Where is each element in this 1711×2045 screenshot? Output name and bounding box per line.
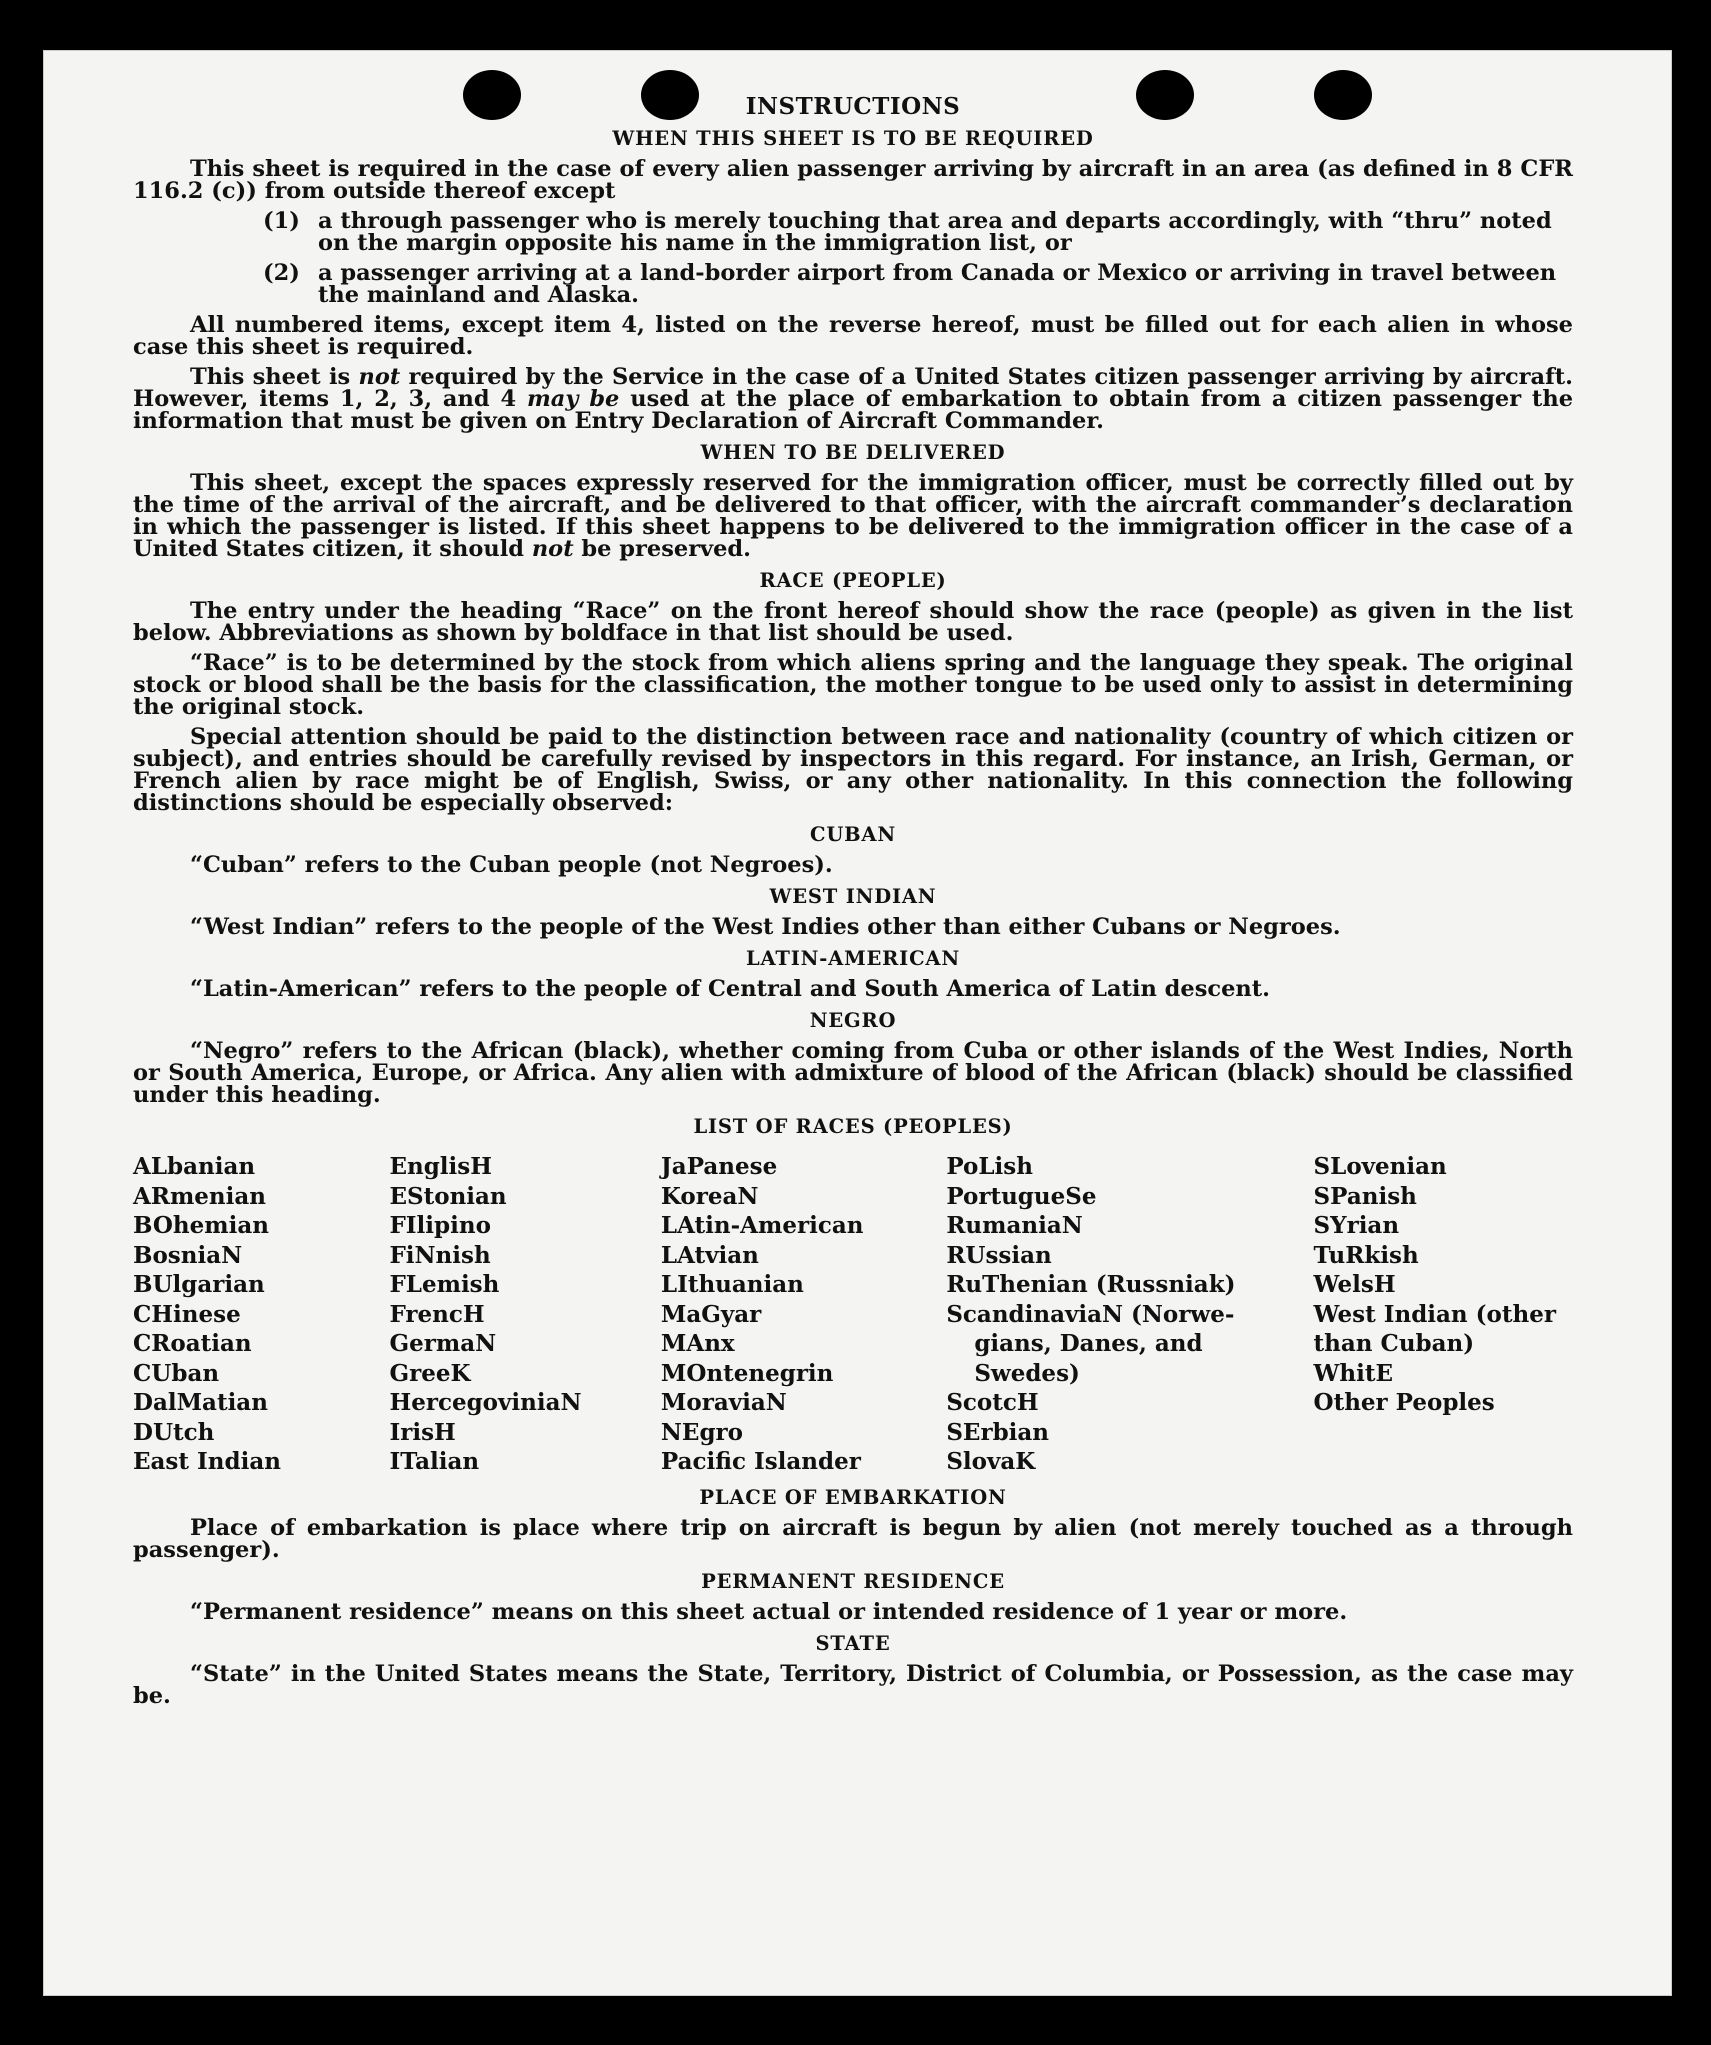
- section-heading: WHEN TO BE DELIVERED: [700, 441, 1006, 464]
- race-entry: DUtch: [133, 1418, 215, 1446]
- section-heading: STATE: [815, 1631, 891, 1655]
- item-text: a passenger arriving at a land-border airport from Canada or Mexico or arriving in travel between the mainland and Alaska.: [318, 260, 1557, 308]
- race-entry: ARmenian: [133, 1182, 267, 1210]
- race-entry: West Indian (other: [1313, 1300, 1556, 1328]
- section-heading: NEGRO: [809, 1009, 897, 1032]
- item-number: (2): [263, 260, 300, 286]
- paragraph: “Negro” refers to the African (black), whether coming from Cuba or other islands of the West Indies, North or South America, Europe, or Africa. Any alien with admixture of blood of the African (black) should be classified under this heading.: [133, 1038, 1573, 1108]
- italic-run: may be: [527, 386, 620, 412]
- section-heading: RACE (PEOPLE): [759, 569, 947, 592]
- race-entry: TuRkish: [1313, 1241, 1419, 1269]
- race-entry: KoreaN: [660, 1182, 759, 1210]
- paragraph: “Cuban” refers to the Cuban people (not Negroes).: [190, 852, 833, 878]
- race-entry: Pacific Islander: [660, 1448, 861, 1475]
- race-entry: MOntenegrin: [660, 1359, 834, 1387]
- race-entry: BOhemian: [133, 1212, 269, 1239]
- numbered-item: [263, 210, 1573, 254]
- race-entry: than Cuban): [1313, 1330, 1475, 1357]
- paragraph: [133, 366, 1573, 432]
- text-run: This sheet, except the spaces expressly reserved for the immigration officer, must be correctly filled out by the time of the arrival of the aircraft, and be delivered to that officer, with the aircraft commander’s declaration in which the passenger is listed. If this sheet happens to be delivered to the immigration officer in the case of a United States citizen, it should: [133, 470, 1573, 562]
- race-list: [133, 1152, 1573, 1477]
- race-entry: MaGyar: [660, 1300, 762, 1328]
- race-entry: WelsH: [1313, 1271, 1396, 1298]
- race-entry: FiNnish: [389, 1241, 491, 1269]
- race-entry: FLemish: [389, 1271, 500, 1298]
- race-entry: PortugueSe: [946, 1182, 1097, 1210]
- section-heading: WEST INDIAN: [769, 885, 937, 908]
- race-entry: RUssian: [946, 1241, 1052, 1269]
- race-entry: BUlgarian: [133, 1271, 265, 1298]
- race-entry: FrencH: [389, 1300, 485, 1328]
- paragraph: “State” in the United States means the State, Territory, District of Columbia, or Possession, as the case may be.: [133, 1660, 1573, 1709]
- race-entry: SLovenian: [1313, 1153, 1447, 1180]
- race-entry: BosniaN: [133, 1241, 243, 1269]
- section-heading: LATIN-AMERICAN: [746, 947, 960, 970]
- section-heading: LIST OF RACES (PEOPLES): [693, 1115, 1013, 1138]
- race-entry: LAtvian: [660, 1241, 759, 1269]
- paragraph: “West Indian” refers to the people of the West Indies other than either Cubans or Negroes.: [190, 914, 1341, 940]
- section-heading: PERMANENT RESIDENCE: [701, 1569, 1005, 1593]
- race-column: [133, 1152, 389, 1477]
- paragraph: “Latin-American” refers to the people of Central and South America of Latin descent.: [190, 976, 1270, 1002]
- italic-run: not: [358, 364, 401, 390]
- race-entry: Other Peoples: [1313, 1389, 1495, 1416]
- race-entry: MoraviaN: [660, 1389, 787, 1416]
- race-entry: PoLish: [946, 1153, 1033, 1180]
- paragraph: This sheet is required in the case of every alien passenger arriving by aircraft in an area (as defined in 8 CFR 116.2 (c)) from outside thereof except: [133, 156, 1573, 204]
- race-entry: Swedes): [974, 1359, 1080, 1387]
- paragraph: “Permanent residence” means on this sheet actual or intended residence of 1 year or more.: [190, 1598, 1348, 1625]
- race-entry: GermaN: [389, 1330, 497, 1357]
- section-heading: CUBAN: [810, 823, 896, 846]
- race-entry: RumaniaN: [946, 1212, 1083, 1239]
- race-entry: SErbian: [946, 1418, 1050, 1446]
- race-column: [661, 1152, 946, 1477]
- numbered-item: [263, 262, 1573, 306]
- paragraph: “Race” is to be determined by the stock from which aliens spring and the language they speak. The original stock or blood shall be the basis for the classification, the mother tongue to be used only to assist in determining the original stock.: [133, 650, 1573, 720]
- race-entry: ScandinaviaN (Norwe-: [946, 1300, 1235, 1328]
- race-entry: SYrian: [1313, 1212, 1400, 1239]
- race-column: [1314, 1152, 1573, 1477]
- paragraph: All numbered items, except item 4, listed on the reverse hereof, must be filled out for each alien in whose case this sheet is required.: [133, 312, 1573, 360]
- race-entry: EStonian: [389, 1182, 507, 1210]
- section-heading: WHEN THIS SHEET IS TO BE REQUIRED: [612, 127, 1094, 150]
- race-entry: FIlipino: [389, 1212, 491, 1239]
- race-entry: GreeK: [389, 1359, 471, 1387]
- race-entry: LIthuanian: [660, 1271, 804, 1298]
- race-entry: DalMatian: [133, 1389, 268, 1416]
- race-entry: SPanish: [1313, 1182, 1417, 1210]
- race-entry: EnglisH: [389, 1153, 492, 1180]
- race-entry: SlovaK: [946, 1448, 1036, 1475]
- italic-run: not: [531, 536, 574, 562]
- item-text: a through passenger who is merely touching that area and departs accordingly, with “thru” noted on the margin opposite his name in the immigration list, or: [318, 208, 1552, 256]
- paragraph: [133, 472, 1573, 560]
- document-title: INSTRUCTIONS: [745, 93, 961, 120]
- race-entry: East Indian: [133, 1448, 281, 1475]
- race-entry: CUban: [133, 1359, 220, 1387]
- race-entry: IrisH: [389, 1418, 456, 1446]
- race-entry: CHinese: [133, 1300, 241, 1328]
- document-body: [133, 93, 1574, 1715]
- race-entry: gians, Danes, and: [974, 1330, 1203, 1357]
- document-sheet: [43, 50, 1672, 1996]
- race-entry: CRoatian: [133, 1330, 252, 1357]
- text-run: required by the Service in the case of a United States citizen passenger arriving by aircraft. However, items 1, 2, 3, and 4: [133, 364, 1573, 412]
- race-entry: ITalian: [389, 1448, 480, 1475]
- race-entry: NEgro: [660, 1418, 744, 1446]
- race-entry: RuThenian (Russniak): [946, 1271, 1236, 1298]
- race-entry: JaPanese: [660, 1153, 778, 1180]
- text-run: This sheet is: [190, 364, 359, 390]
- race-entry: ALbanian: [133, 1153, 256, 1180]
- race-entry: ScotcH: [946, 1389, 1039, 1416]
- text-run: be preserved.: [573, 536, 752, 562]
- text-run: used at the place of embarkation to obtain from a citizen passenger the information that must be given on Entry Declaration of Aircraft Commander.: [133, 386, 1574, 434]
- race-column: [389, 1152, 660, 1477]
- race-column: [946, 1152, 1313, 1477]
- section-heading: PLACE OF EMBARKATION: [699, 1485, 1007, 1509]
- race-entry: WhitE: [1313, 1359, 1393, 1387]
- race-entry: HercegoviniaN: [389, 1389, 582, 1416]
- paragraph: Place of embarkation is place where trip on aircraft is begun by alien (not merely touched as a through passenger).: [133, 1514, 1573, 1563]
- paragraph: Special attention should be paid to the distinction between race and nationality (country of which citizen or subject), and entries should be carefully revised by inspectors in this regard. For instance, an Irish, German, or French alien by race might be of English, Swiss, or any other nationality. In this connection the following distinctions should be especially observed:: [133, 724, 1573, 816]
- race-entry: MAnx: [660, 1330, 735, 1357]
- paragraph: The entry under the heading “Race” on the front hereof should show the race (people) as given in the list below. Abbreviations as shown by boldface in that list should be used.: [133, 598, 1573, 646]
- race-entry: LAtin-American: [660, 1212, 864, 1239]
- item-number: (1): [263, 208, 300, 234]
